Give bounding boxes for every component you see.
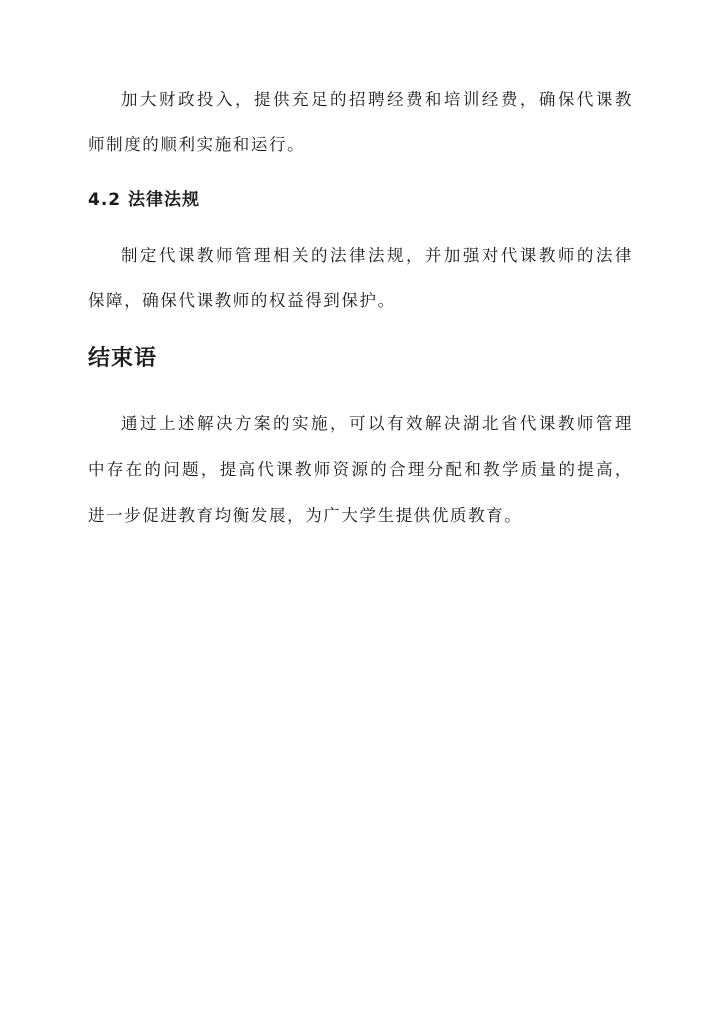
conclusion-paragraph-line-1: 通过上述解决方案的实施，可以有效解决湖北省代课教师管理: [121, 414, 633, 433]
conclusion-paragraph-line-2: 中存在的问题，提高代课教师资源的合理分配和教学质量的提高，: [88, 460, 633, 479]
law-paragraph-line-2: 保障，确保代课教师的权益得到保护。: [88, 291, 396, 310]
funding-paragraph-line-2: 师制度的顺利实施和运行。: [88, 135, 306, 154]
section-heading-4-2: 4.2 法律法规: [88, 190, 201, 210]
funding-paragraph-line-1: 加大财政投入，提供充足的招聘经费和培训经费，确保代课教: [121, 90, 633, 109]
conclusion-paragraph-line-3: 进一步促进教育均衡发展，为广大学生提供优质教育。: [88, 506, 523, 525]
law-paragraph-line-1: 制定代课教师管理相关的法律法规，并加强对代课教师的法律: [121, 246, 633, 265]
conclusion-heading: 结束语: [88, 346, 158, 371]
